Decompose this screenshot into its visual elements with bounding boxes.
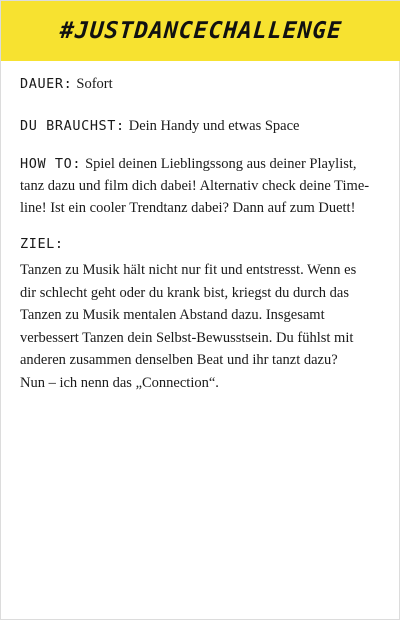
duration-label: DAUER: <box>20 76 73 92</box>
goal-text-line: Nun – ich nenn das „Connection“. <box>20 374 219 391</box>
challenge-title: #JUSTDANCECHALLENGE <box>59 18 343 44</box>
howto-text-line: tanz dazu und film dich dabei! Alternativ check deine Time- <box>20 178 370 194</box>
howto-line <box>20 153 386 175</box>
goal-text-line: dir schlecht geht oder du krank bist, kriegst du durch das <box>20 284 349 301</box>
duration-value: Sofort <box>76 76 113 92</box>
howto-text-line: line! Ist ein cooler Trendtanz dabei? Dann auf zum Duett! <box>20 200 356 216</box>
requirements-row <box>20 115 299 137</box>
howto-text-line: Spiel deinen Lieblingssong aus deiner Playlist, <box>85 156 357 172</box>
goal-paragraph <box>20 259 386 394</box>
howto-label: HOW TO: <box>20 156 82 172</box>
goal-text-line: anderen zusammen denselben Beat und ihr tanzt dazu? <box>20 352 338 368</box>
howto-section <box>20 153 386 219</box>
title-banner <box>1 1 400 61</box>
goal-text-line: Tanzen zu Musik hält nicht nur fit und entstresst. Wenn es <box>20 262 357 278</box>
duration-row <box>20 73 113 95</box>
goal-text-line: Tanzen zu Musik mentalen Abstand dazu. Insgesamt <box>20 307 325 323</box>
goal-heading <box>20 233 64 255</box>
goal-text-line: verbessert Tanzen dein Selbst-Bewusstsein. Du fühlst mit <box>20 329 354 346</box>
requirements-value: Dein Handy und etwas Space <box>128 118 300 134</box>
requirements-label: DU BRAUCHST: <box>20 118 125 134</box>
goal-label: ZIEL: <box>20 236 64 252</box>
